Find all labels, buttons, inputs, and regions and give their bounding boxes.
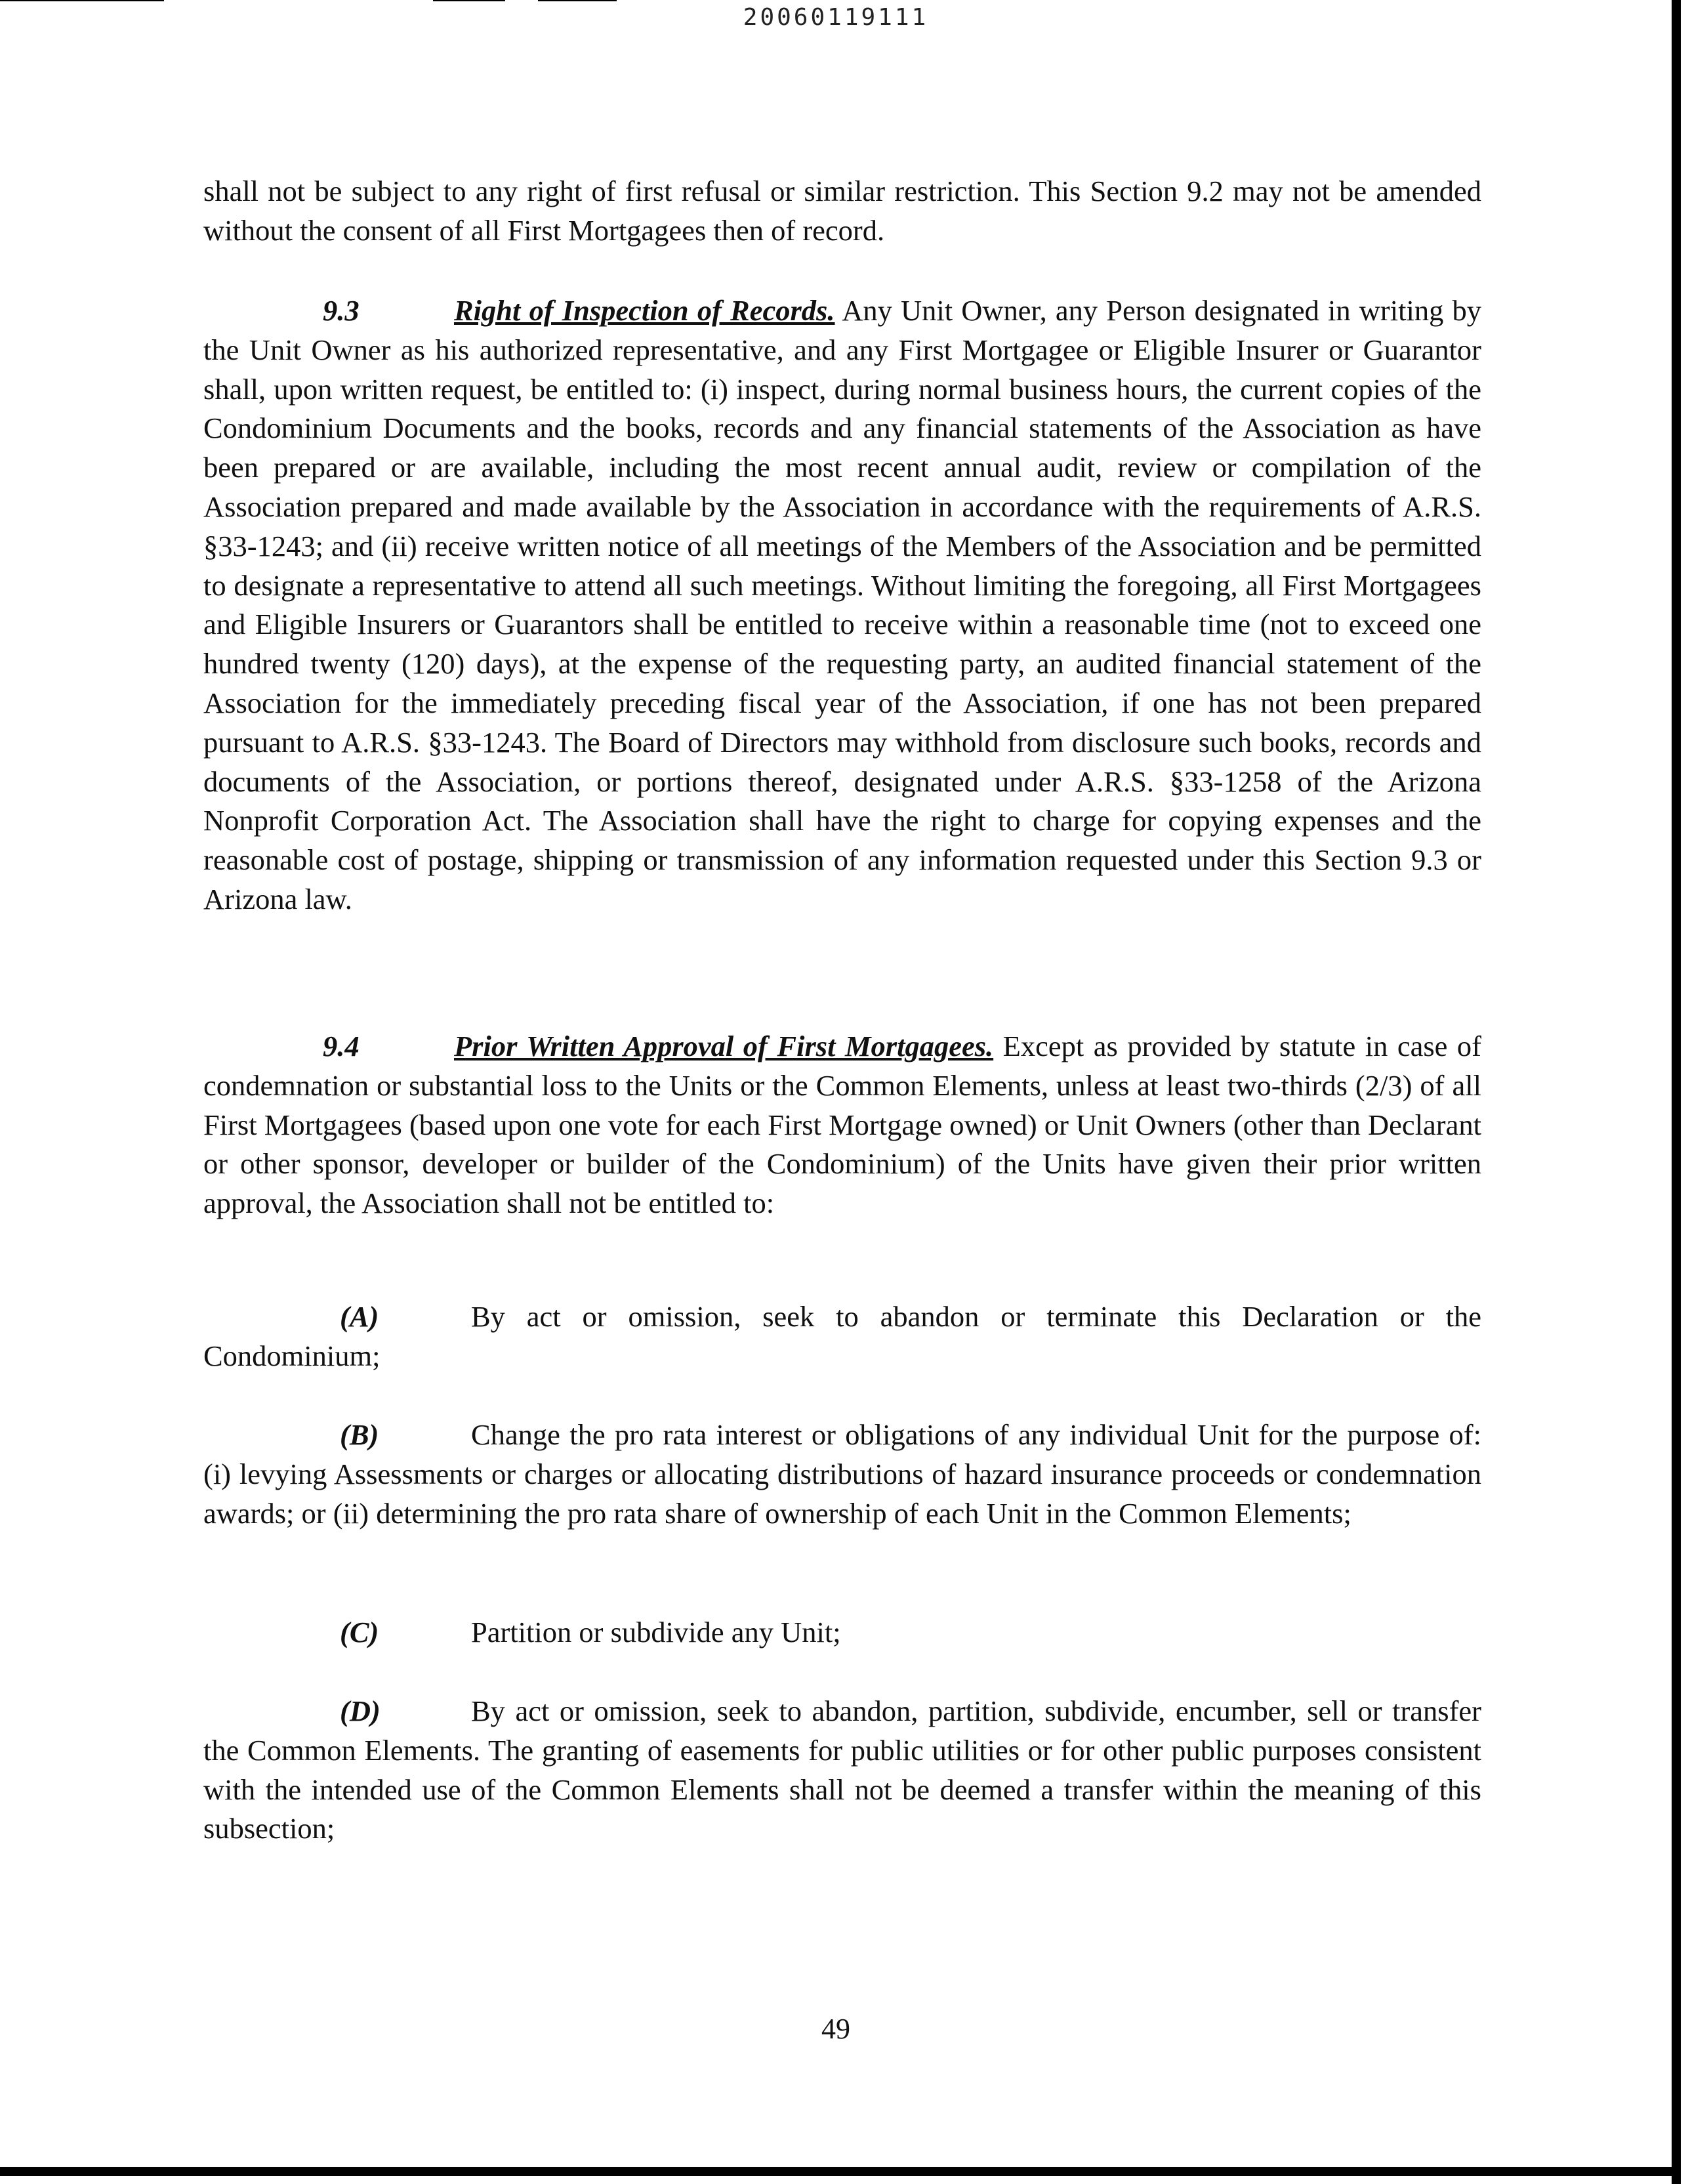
section-body: Except as provided by statute in case of condemnation or substantial loss to the Units or the Common Elements, unless at least two-thirds (2/3) of all First Mortgagees (based upon one vote for each First Mortgage owned) or Unit Owners (other than Declarant or other sponsor, developer or builder of the Condominium) of the Units have given their prior written approval, the Association shall not be entitled to: <box>203 1030 1481 1220</box>
list-item <box>203 1613 1481 1652</box>
section-number: 9.3 <box>323 294 360 327</box>
paragraph-9-2-continued: shall not be subject to any right of first refusal or similar restriction. This Section 9.2 may not be amended without the consent of all First Mortgagees then of record. <box>203 175 1481 247</box>
section-9-4 <box>203 1027 1481 1223</box>
page-border-right <box>1672 0 1681 2184</box>
item-label: (D) <box>340 1694 381 1727</box>
list-item <box>203 1297 1481 1376</box>
section-number: 9.4 <box>323 1030 360 1062</box>
scan-rule <box>433 0 505 1</box>
scan-rule <box>538 0 617 1</box>
section-9-3 <box>203 291 1481 919</box>
item-label: (A) <box>340 1300 379 1333</box>
page-border-bottom <box>0 2167 1681 2176</box>
list-item <box>203 1692 1481 1849</box>
section-body: Any Unit Owner, any Person designated in writing by the Unit Owner as his authorized representative, and any First Mortgagee or Eligible Insurer or Guarantor shall, upon written request, be entitled to: (i) inspect, during normal business hours, the current copies of the Condominium Documents and the books, records and any financial statements of the Association as have been prepared or are available, including the most recent annual audit, review or compilation of the Association prepared and made available by the Association in accordance with the requirements of A.R.S. §33-1243; and (ii) receive written notice of all meetings of the Members of the Association and be permitted to designate a representative to attend all such meetings. Without limiting the foregoing, all First Mortgagees and Eligible Insurers or Guarantors shall be entitled to receive within a reasonable time (not to exceed one hundred twenty (120) days), at the expense of the requesting party, an audited financial statement of the Association for the immediately preceding fiscal year of the Association, if one has not been prepared pursuant to A.R.S. §33-1243. The Board of Directors may withhold from disclosure such books, records and documents of the Association, or portions thereof, designated under A.R.S. §33-1258 of the Arizona Nonprofit Corporation Act. The Association shall have the right to charge for copying expenses and the reasonable cost of postage, shipping or transmission of any information requested under this Section 9.3 or Arizona law. <box>203 294 1482 915</box>
section-heading: Right of Inspection of Records. <box>454 294 835 327</box>
item-text: Partition or subdivide any Unit; <box>471 1616 841 1648</box>
section-heading: Prior Written Approval of First Mortgagees. <box>454 1030 994 1062</box>
scan-rule <box>0 0 164 1</box>
document-number: 20060119111 <box>743 4 929 31</box>
item-label: (C) <box>340 1616 379 1648</box>
item-label: (B) <box>340 1418 379 1451</box>
item-text: Change the pro rata interest or obligations of any individual Unit for the purpose of: (i) levying Assessments or charges or allocating distributions of hazard insurance proceeds or condemnation awards; or (ii) determining the pro rata share of ownership of each Unit in the Common Elements; <box>203 1418 1481 1530</box>
item-text: By act or omission, seek to abandon or terminate this Declaration or the Condominium; <box>203 1300 1481 1372</box>
item-text: By act or omission, seek to abandon, partition, subdivide, encumber, sell or transfer the Common Elements. The granting of easements for public utilities or for other public purposes consistent with the intended use of the Common Elements shall not be deemed a transfer within the meaning of this subsection; <box>203 1694 1481 1845</box>
page-number: 49 <box>821 2013 850 2045</box>
list-item <box>203 1416 1481 1533</box>
